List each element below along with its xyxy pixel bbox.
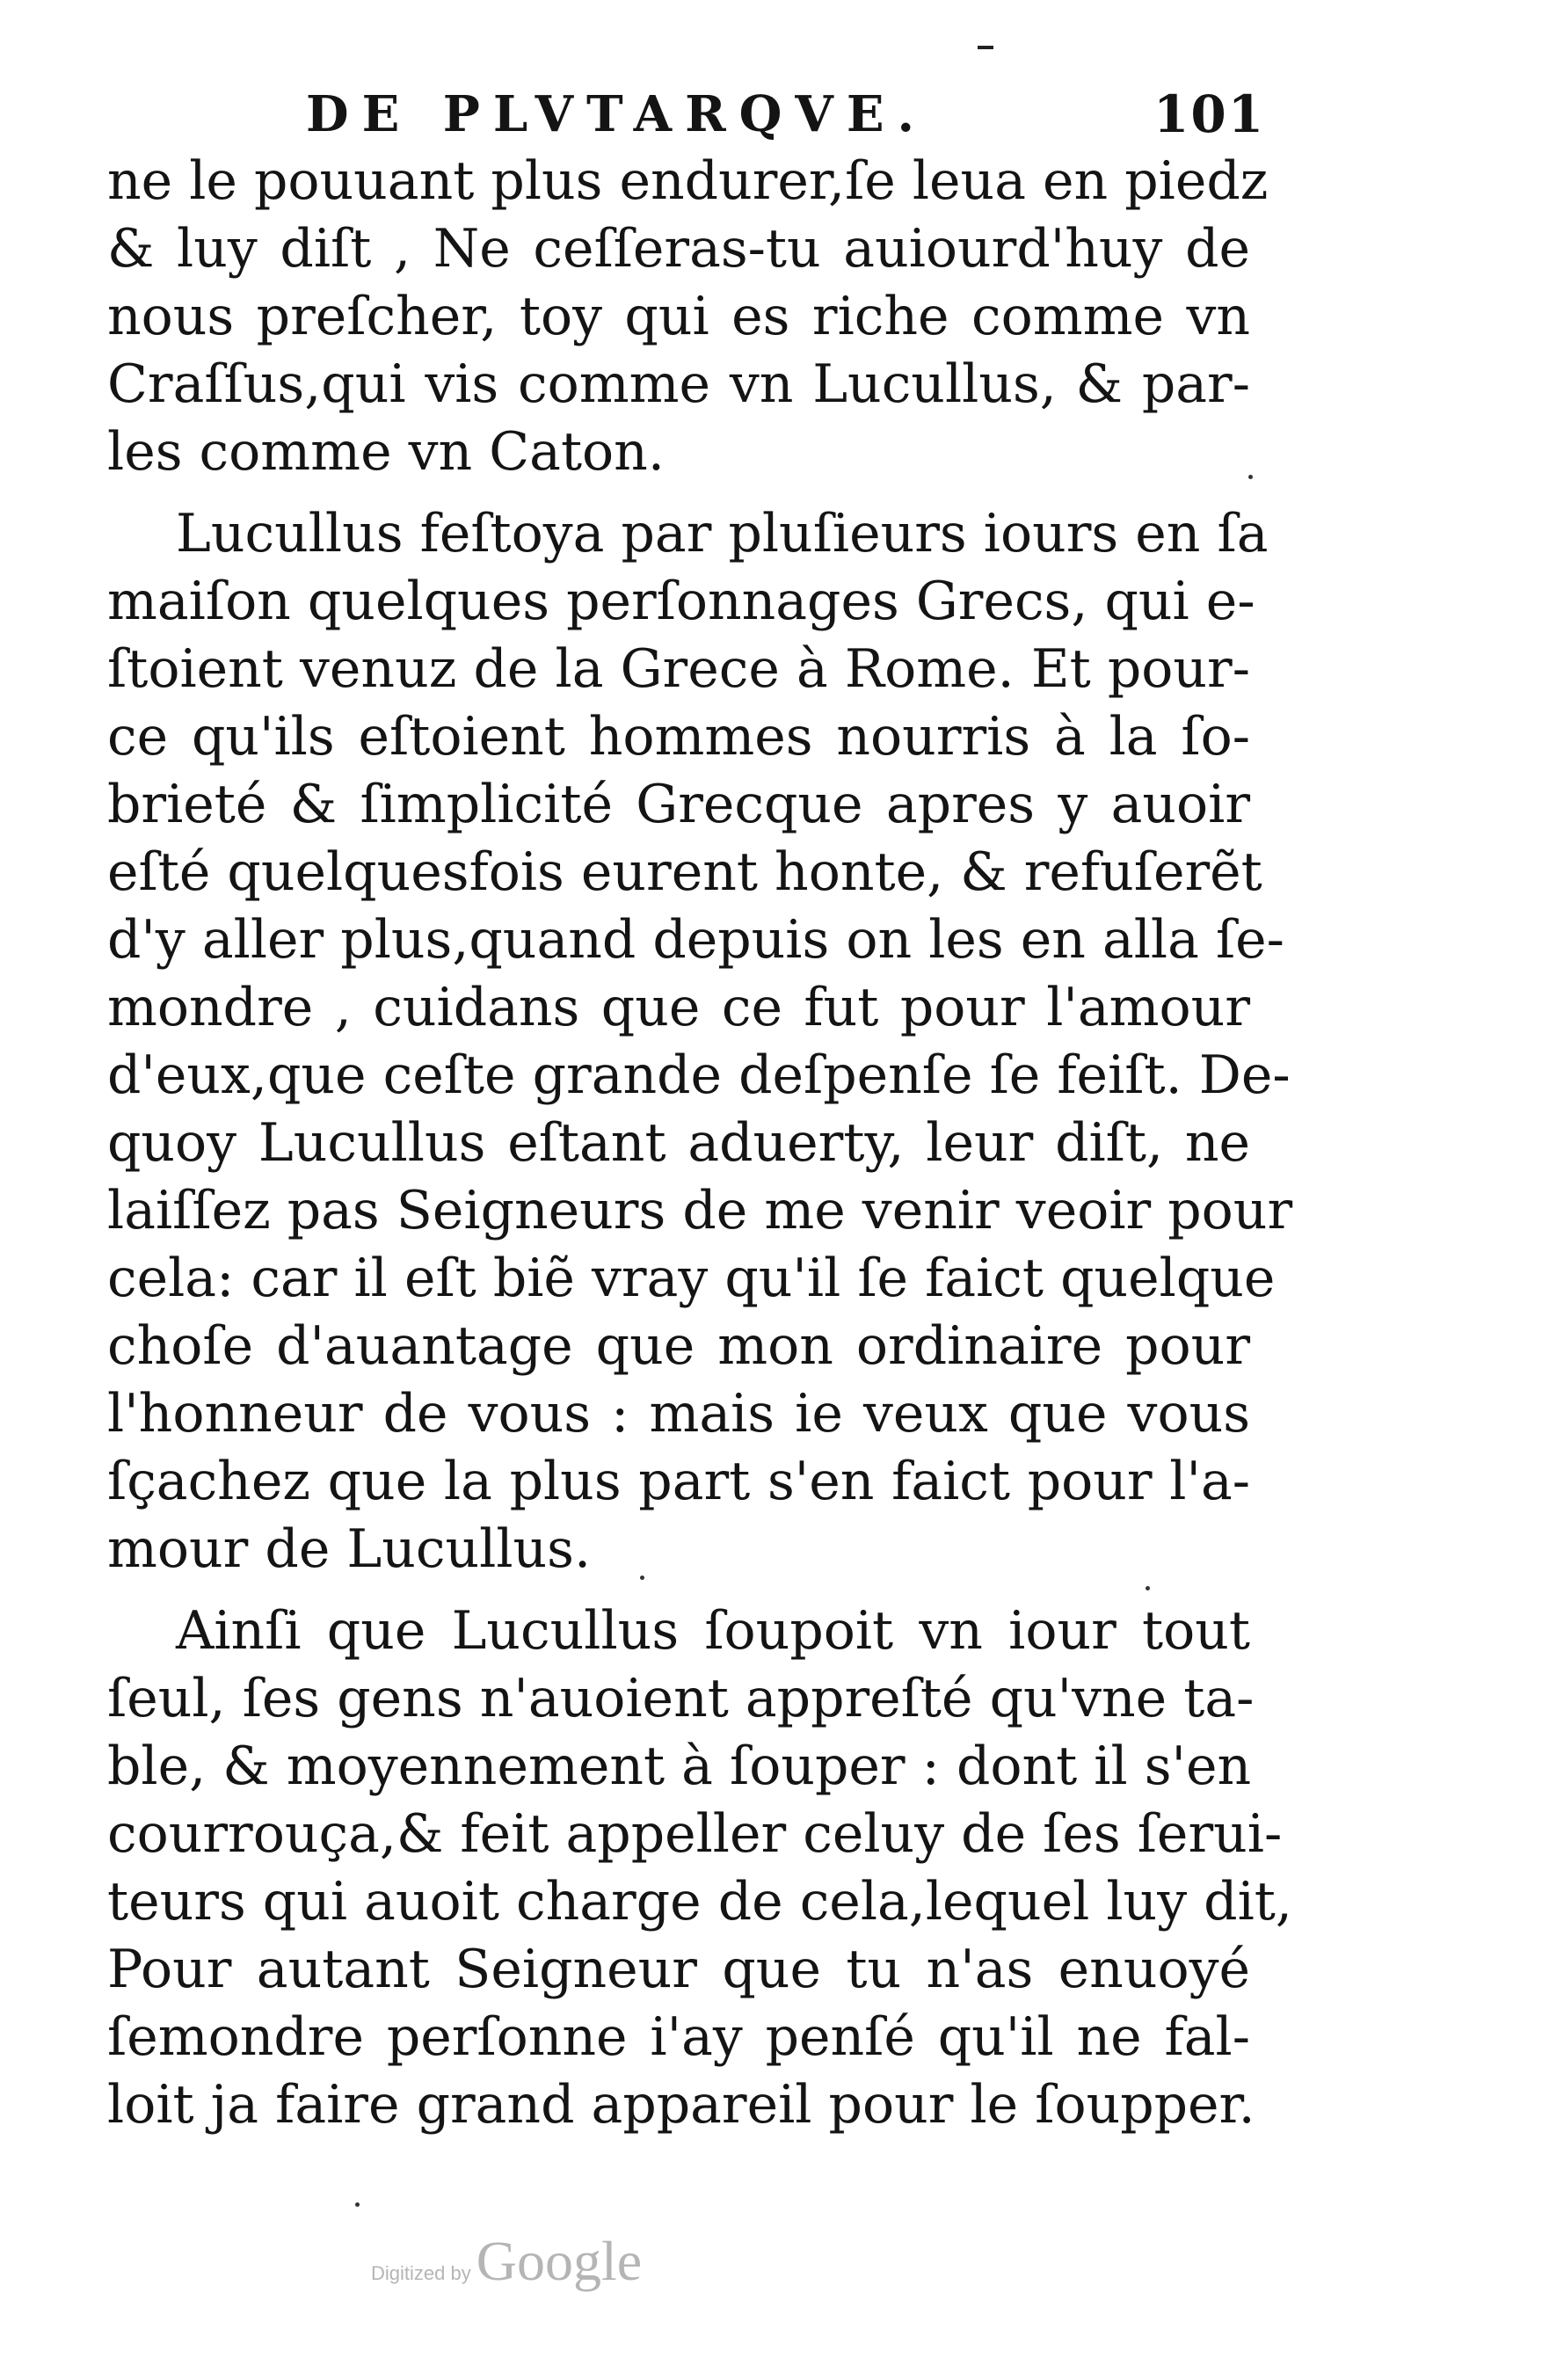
running-head: DE PLVTARQVE. [306, 85, 928, 143]
text-line: Ainſi que Lucullus ſoupoit vn iour tout [176, 1600, 1250, 1662]
text-line: ſemondre perſonne i'ay penſé qu'il ne fal- [107, 2006, 1250, 2068]
ink-speck [355, 2202, 360, 2207]
text-line: Craſſus,qui vis comme vn Lucullus, & par- [107, 353, 1250, 415]
text-line: mondre , cuidans que ce fut pour l'amour [107, 977, 1250, 1038]
watermark-prefix: Digitized by [371, 2262, 471, 2284]
text-line: courrouça,& feit appeller celuy de ſes ſerui- [107, 1803, 1283, 1865]
text-line: eſté quelquesfois eurent honte, & refuſerẽt [107, 841, 1262, 903]
text-line: laiſſez pas Seigneurs de me venir veoir pour [107, 1180, 1293, 1241]
text-line: teurs qui auoit charge de cela,lequel luy dit, [107, 1871, 1292, 1932]
text-line: quoy Lucullus eſtant aduerty, leur diſt, ne [107, 1112, 1250, 1174]
ink-speck [1146, 1586, 1150, 1590]
printing-mark [978, 46, 993, 49]
paragraph-gap [107, 486, 1250, 500]
text-line: ſçachez que la plus part s'en faict pour l'a- [107, 1451, 1250, 1512]
text-line: ne le pouuant plus endurer,ſe leua en piedz [107, 150, 1269, 212]
text-line: ſeul, ſes gens n'auoient appreſté qu'vne ta- [107, 1668, 1255, 1729]
page-number: 101 [1153, 84, 1266, 144]
text-line: d'eux,que ceſte grande deſpenſe ſe feiſt. De- [107, 1044, 1291, 1106]
page-header [0, 84, 1542, 145]
text-line: les comme vn Caton. [107, 421, 665, 483]
body-text [107, 148, 1293, 2139]
text-line: d'y aller plus,quand depuis on les en alla ſe- [107, 909, 1284, 971]
text-line: loit ja faire grand appareil pour le ſoupper. [107, 2074, 1255, 2136]
text-line: l'honneur de vous : mais ie veux que vous [107, 1383, 1250, 1445]
ink-speck [640, 1576, 644, 1580]
digitization-watermark [371, 2229, 642, 2299]
ink-speck [1248, 475, 1253, 479]
paragraph-gap [107, 1583, 1250, 1598]
text-line: maiſon quelques perſonnages Grecs, qui e- [107, 571, 1255, 632]
text-line: ſtoient venuz de la Grece à Rome. Et pour- [107, 638, 1250, 700]
text-line: choſe d'auantage que mon ordinaire pour [107, 1315, 1250, 1377]
text-line: ble, & moyennement à ſouper : dont il s'en [107, 1736, 1252, 1797]
text-line: Pour autant Seigneur que tu n'as enuoyé [107, 1939, 1250, 2000]
text-line: brieté & ſimplicité Grecque apres y auoir [107, 774, 1250, 835]
text-line: nous preſcher, toy qui es riche comme vn [107, 286, 1250, 347]
text-line: cela: car il eſt biẽ vray qu'il ſe faict quelque [107, 1248, 1276, 1309]
text-line: & luy diſt , Ne ceſſeras-tu auiourd'huy de [107, 218, 1250, 280]
text-line: Lucullus feſtoya par pluſieurs iours en ſa [176, 503, 1269, 564]
text-line: ce qu'ils eſtoient hommes nourris à la ſo- [107, 706, 1250, 768]
google-logo: Google [476, 2230, 643, 2292]
text-line: mour de Lucullus. [107, 1518, 592, 1580]
